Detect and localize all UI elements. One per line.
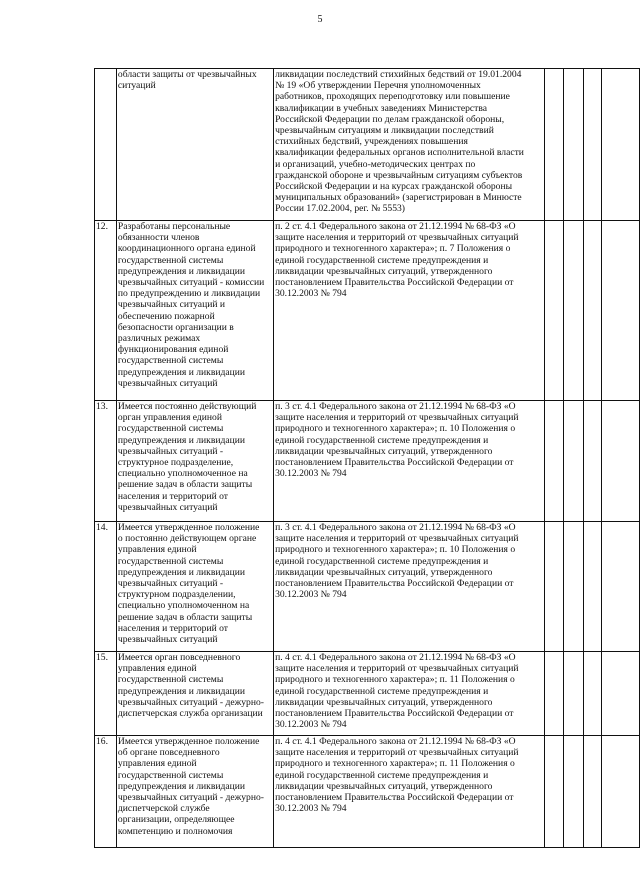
answer-cell-no[interactable] [563,401,583,522]
answer-cell-no[interactable] [563,522,583,652]
answer-cell-yes[interactable] [544,652,563,736]
answer-cell-yes[interactable] [544,221,563,401]
answer-cell-na[interactable] [583,736,602,848]
checklist-table [94,68,640,848]
row-number: 14. [95,522,117,652]
notes-cell[interactable] [602,522,640,652]
answer-cell-na[interactable] [583,69,602,221]
answer-cell-na[interactable] [583,221,602,401]
legal-reference-text: п. 4 ст. 4.1 Федерального закона от 21.12.1994 № 68-ФЗ «О защите населения и территорий от чрезвычайных ситуаций природного и техногенного характера»; п. 11 Положения о единой государственной системе предупреждения и ликвидации чрезвычайных ситуаций, утвержденного постановлением Правительства Российской Федерации от 30.12.2003 № 794 [274,652,545,736]
row-number [95,69,117,221]
requirement-text: Имеется орган повседневного управления единой государственной системы предупреждения и ликвидации чрезвычайных ситуаций - дежурно- диспетчерская служба организации [116,652,273,736]
legal-reference-text: п. 4 ст. 4.1 Федерального закона от 21.12.1994 № 68-ФЗ «О защите населения и территорий от чрезвычайных ситуаций природного и техногенного характера»; п. 11 Положения о единой государственной системе предупреждения и ликвидации чрезвычайных ситуаций, утвержденного постановлением Правительства Российской Федерации от 30.12.2003 № 794 [274,736,545,848]
table-row-continuation [95,69,640,221]
answer-cell-yes[interactable] [544,69,563,221]
notes-cell[interactable] [602,221,640,401]
legal-reference-text: п. 3 ст. 4.1 Федерального закона от 21.12.1994 № 68-ФЗ «О защите населения и территорий от чрезвычайных ситуаций природного и техногенного характера»; п. 10 Положения о единой государственной системе предупреждения и ликвидации чрезвычайных ситуаций, утвержденного постановлением Правительства Российской Федерации от 30.12.2003 № 794 [274,522,545,652]
answer-cell-yes[interactable] [544,522,563,652]
notes-cell[interactable] [602,736,640,848]
answer-cell-yes[interactable] [544,736,563,848]
answer-cell-na[interactable] [583,522,602,652]
answer-cell-no[interactable] [563,221,583,401]
notes-cell[interactable] [602,401,640,522]
row-number: 15. [95,652,117,736]
notes-cell[interactable] [602,69,640,221]
answer-cell-na[interactable] [583,652,602,736]
legal-reference-text: п. 2 ст. 4.1 Федерального закона от 21.12.1994 № 68-ФЗ «О защите населения и территорий от чрезвычайных ситуаций природного и техногенного характера»; п. 7 Положения о единой государственной системе предупреждения и ликвидации чрезвычайных ситуаций, утвержденного постановлением Правительства Российской Федерации от 30.12.2003 № 794 [274,221,545,401]
table-row-13 [95,401,640,522]
table-row-15 [95,652,640,736]
answer-cell-na[interactable] [583,401,602,522]
page-number: 5 [317,14,323,25]
answer-cell-yes[interactable] [544,401,563,522]
table-row-12 [95,221,640,401]
answer-cell-no[interactable] [563,652,583,736]
requirement-text: Имеется постоянно действующий орган управления единой государственной системы предупреждения и ликвидации чрезвычайных ситуаций - структурное подразделение, специально уполномоченное на решение задач в области защиты населения и территорий от чрезвычайных ситуаций [116,401,273,522]
requirement-text: области защиты от чрезвычайных ситуаций [116,69,273,221]
legal-reference-text: п. 3 ст. 4.1 Федерального закона от 21.12.1994 № 68-ФЗ «О защите населения и территорий от чрезвычайных ситуаций природного и техногенного характера»; п. 10 Положения о единой государственной системе предупреждения и ликвидации чрезвычайных ситуаций, утвержденного постановлением Правительства Российской Федерации от 30.12.2003 № 794 [274,401,545,522]
requirement-text: Имеется утвержденное положение о постоянно действующем органе управления единой государственной системы предупреждения и ликвидации чрезвычайных ситуаций - структурном подразделении, специально уполномоченном на решение задач в области защиты населения и территорий от чрезвычайных ситуаций [116,522,273,652]
answer-cell-no[interactable] [563,736,583,848]
notes-cell[interactable] [602,652,640,736]
table-row-14 [95,522,640,652]
row-number: 12. [95,221,117,401]
requirement-text: Разработаны персональные обязанности членов координационного органа единой государственной системы предупреждения и ликвидации чрезвычайных ситуаций - комиссии по предупреждению и ликвидации чрезвычайных ситуаций и обеспечению пожарной безопасности организации в различных режимах функционирования единой государственной системы предупреждения и ликвидации чрезвычайных ситуаций [116,221,273,401]
row-number: 16. [95,736,117,848]
answer-cell-no[interactable] [563,69,583,221]
row-number: 13. [95,401,117,522]
table-row-16 [95,736,640,848]
requirement-text: Имеется утвержденное положение об органе повседневного управления единой государственной системы предупреждения и ликвидации чрезвычайных ситуаций - дежурно- диспетчерской службе организации, определяющее компетенцию и полномочия [116,736,273,848]
legal-reference-text: ликвидации последствий стихийных бедствий от 19.01.2004 № 19 «Об утверждении Перечня уполномоченных работников, проходящих переподготовку или повышение квалификации в учебных заведениях Министерства Российской Федерации по делам гражданской обороны, чрезвычайным ситуациям и ликвидации последствий стихийных бедствий, учреждениях повышения квалификации федеральных органов исполнительной власти и организаций, учебно-методических центрах по гражданской обороне и чрезвычайным ситуациям субъектов Российской Федерации и на курсах гражданской обороны муниципальных образований» (зарегистрирован в Минюсте России 17.02.2004, рег. № 5553) [274,69,545,221]
